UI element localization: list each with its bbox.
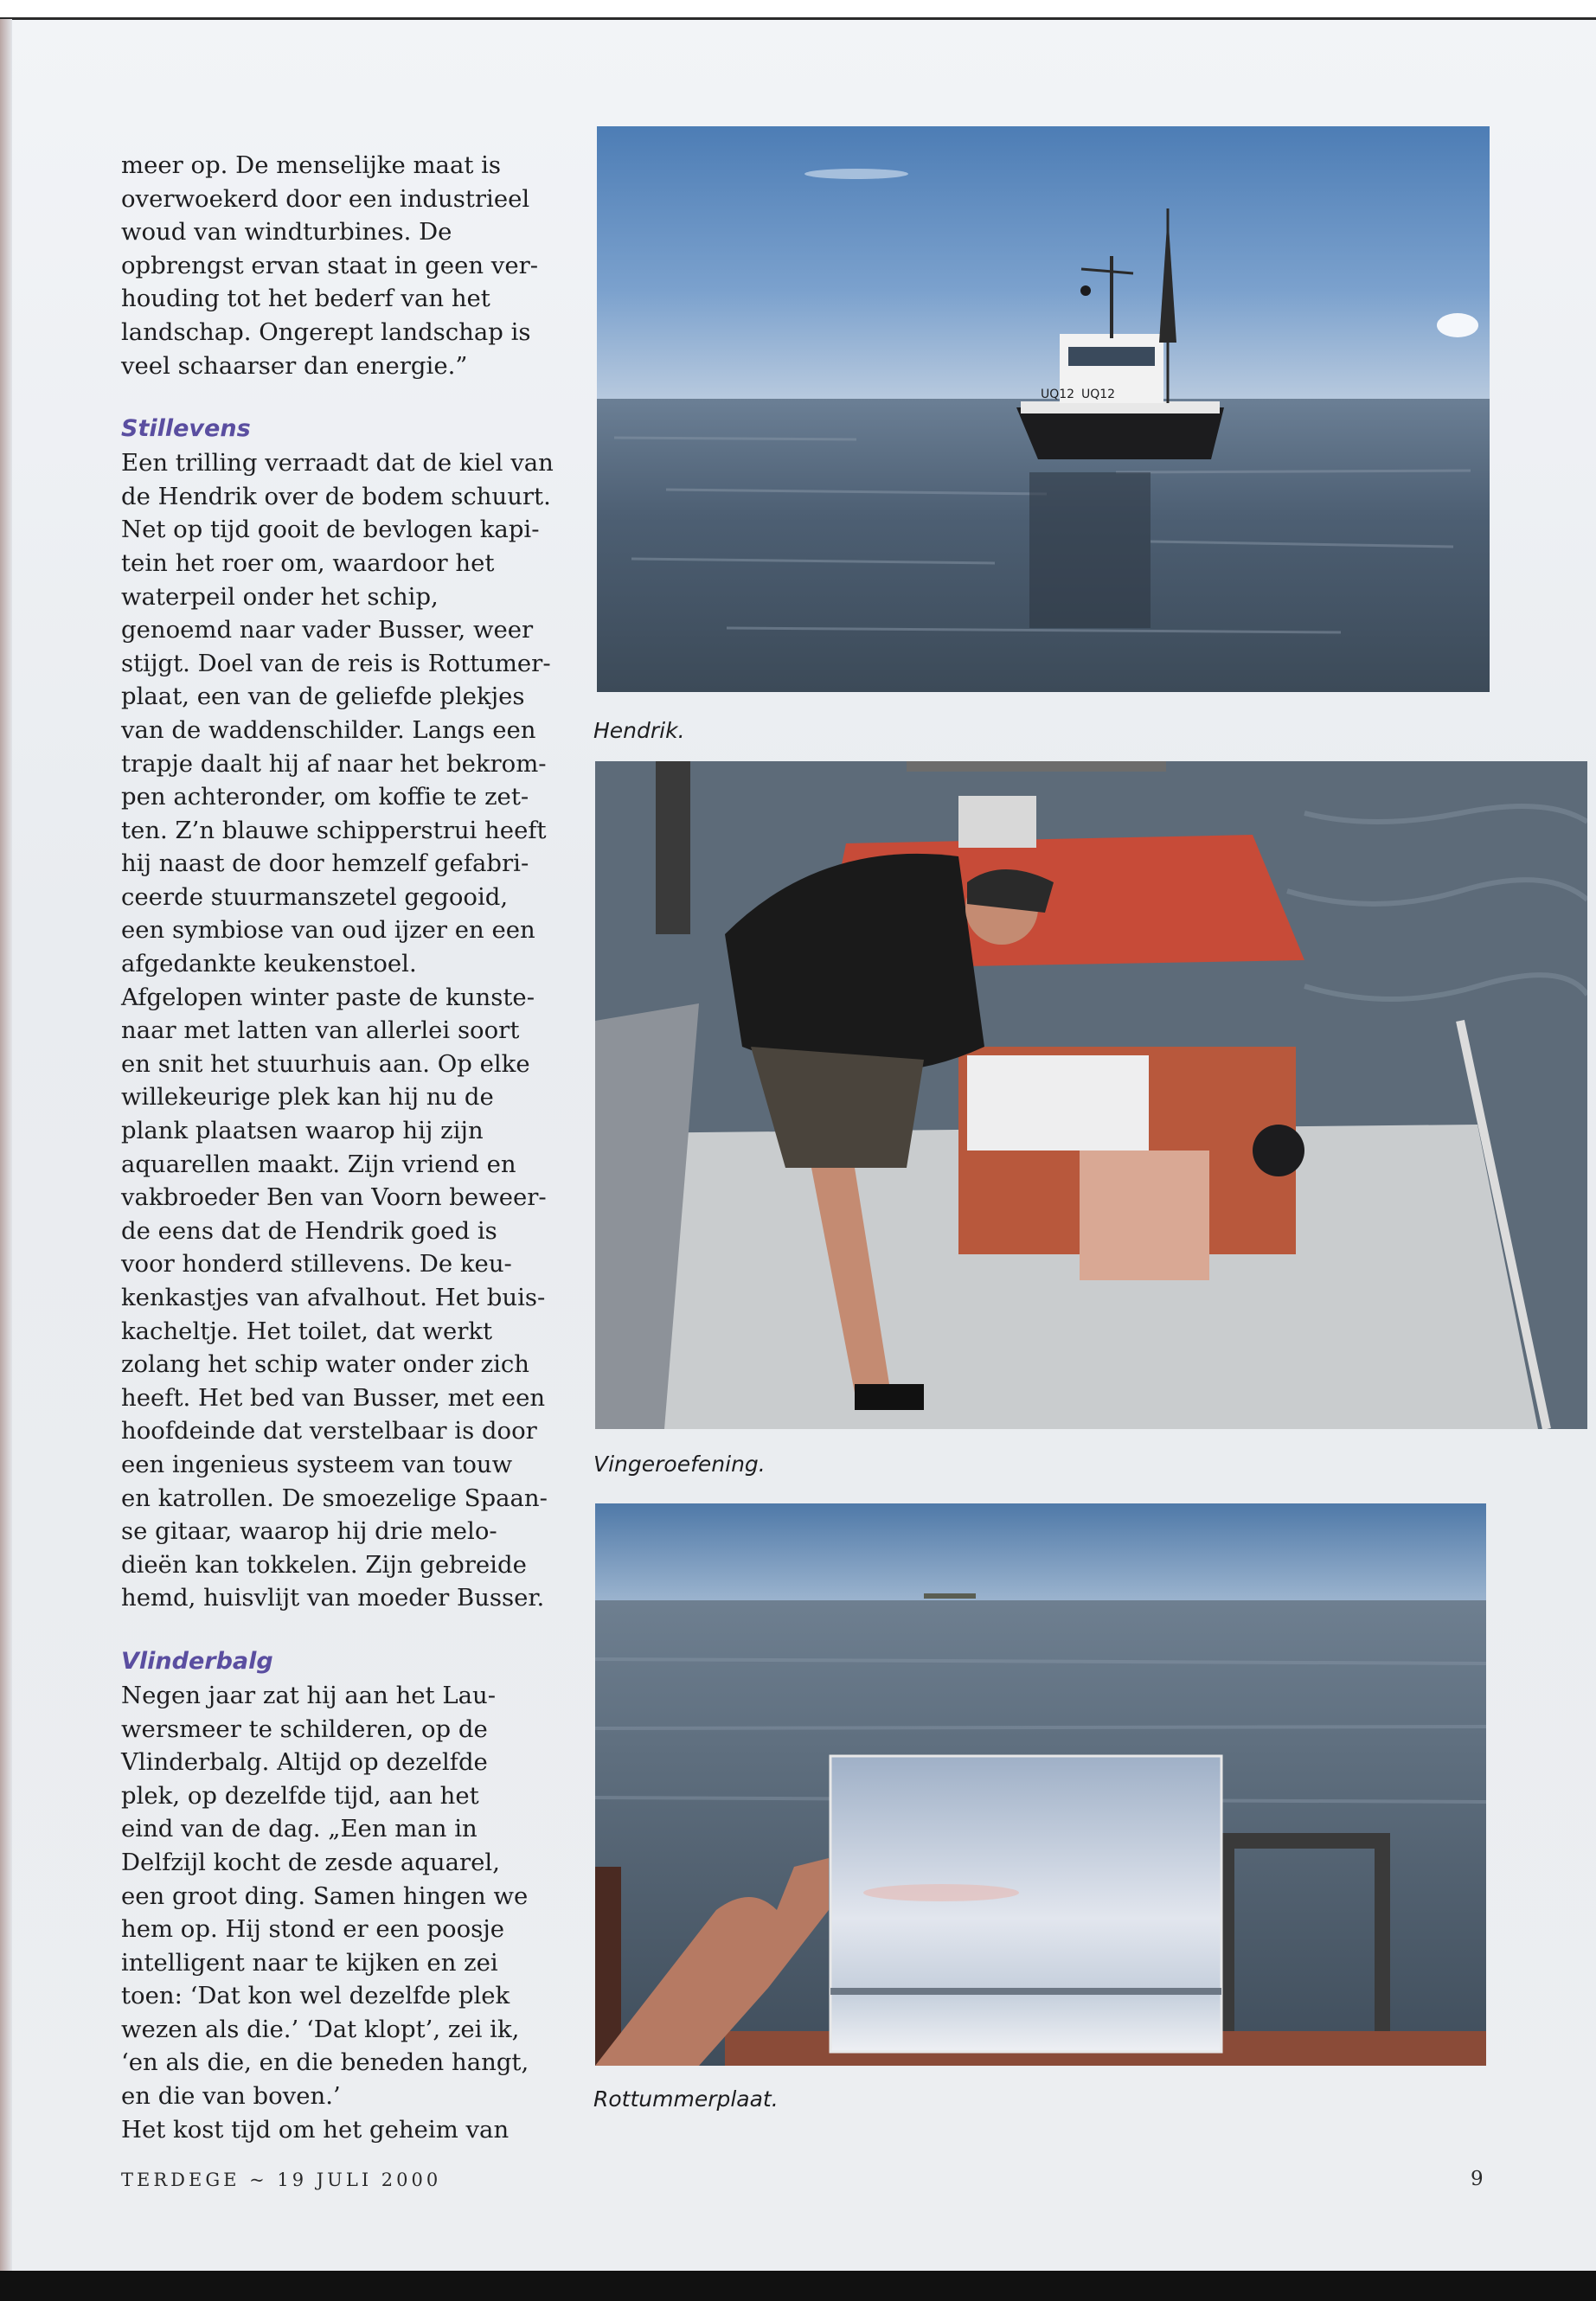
article-text-column	[121, 149, 554, 2146]
section-heading-stillevens: Stillevens	[121, 415, 251, 443]
caption-hendrik: Hendrik.	[593, 718, 685, 743]
page-edge	[0, 19, 12, 2285]
section-heading-vlinderbalg: Vlinderbalg	[121, 1647, 273, 1675]
footer-publication: TERDEGE ~ 19 JULI 2000	[121, 2170, 442, 2190]
top-margin	[0, 0, 1596, 19]
section-body-vlinderbalg: Negen jaar zat hij aan het Lau- wersmeer te schilderen, op de Vlinderbalg. Altijd op dezelfde plek, op dezelfde tijd, aan het eind van de dag. „Een man in Delfzijl kocht de zesde aquarel, een groot ding. Samen hingen we hem op. Hij stond er een poosje intelligent naar te kijken en zei toen: ‘Dat kon wel dezelfde plek wezen als die.’ ‘Dat klopt’, zei ik, ‘en als die, en die beneden hangt, en die van boven.’ Het kost tijd om het geheim van	[121, 1681, 529, 2144]
photo-hendrik-boat	[597, 126, 1490, 692]
photo-painter-on-deck	[595, 761, 1587, 1429]
boat-registration-text: UQ12	[1041, 388, 1075, 401]
article-intro-paragraph: meer op. De menselijke maat is overwoekerd door een industrieel woud van windturbines. De opbrengst ervan staat in geen ver- houding tot het bederf van het landschap. Ongerept landschap is veel schaarser dan energie.”	[121, 151, 539, 380]
caption-rottummerplaat: Rottummerplaat.	[593, 2086, 779, 2112]
footer-page-number: 9	[1471, 2168, 1484, 2190]
photo-rottummerplaat	[595, 1503, 1486, 2066]
caption-vingeroefening: Vingeroefening.	[593, 1452, 766, 1477]
boat-registration-text-2: UQ12	[1081, 388, 1116, 401]
top-rule	[0, 17, 1596, 20]
page-bottom-edge	[0, 2271, 1596, 2301]
section-body-stillevens: Een trilling verraadt dat de kiel van de Hendrik over de bodem schuurt. Net op tijd gooit de bevlogen kapi- tein het roer om, waardoor het waterpeil onder het schip, genoemd naar vader Busser, weer stijgt. Doel van de reis is Rottumer- plaat, een van de geliefde plekjes van de waddenschilder. Langs een trapje daalt hij af naar het bekrom- pen achteronder, om koffie te zet- ten. Z’n blauwe schipperstrui heeft hij naast de door hemzelf gefabri- ceerde stuurmanszetel gegooid, een symbiose van oud ijzer en een afgedankte keukenstoel. Afgelopen winter paste de kunste- naar met latten van allerlei soort en snit het stuurhuis aan. Op elke willekeurige plek kan hij nu de plank plaatsen waarop hij zijn aquarellen maakt. Zijn vriend en vakbroeder Ben van Voorn beweer- de eens dat de Hendrik goed is voor honderd stillevens. De keu- kenkastjes van afvalhout. Het buis- kacheltje. Het toilet, dat werkt zolang het schip water onder zich heeft. Het bed van Busser, met een hoofdeinde dat verstelbaar is door een ingenieus systeem van touw en katrollen. De smoezelige Spaan- se gitaar, waarop hij drie melo- dieën kan tokkelen. Zijn gebreide hemd, huisvlijt van moeder Busser.	[121, 449, 554, 1612]
